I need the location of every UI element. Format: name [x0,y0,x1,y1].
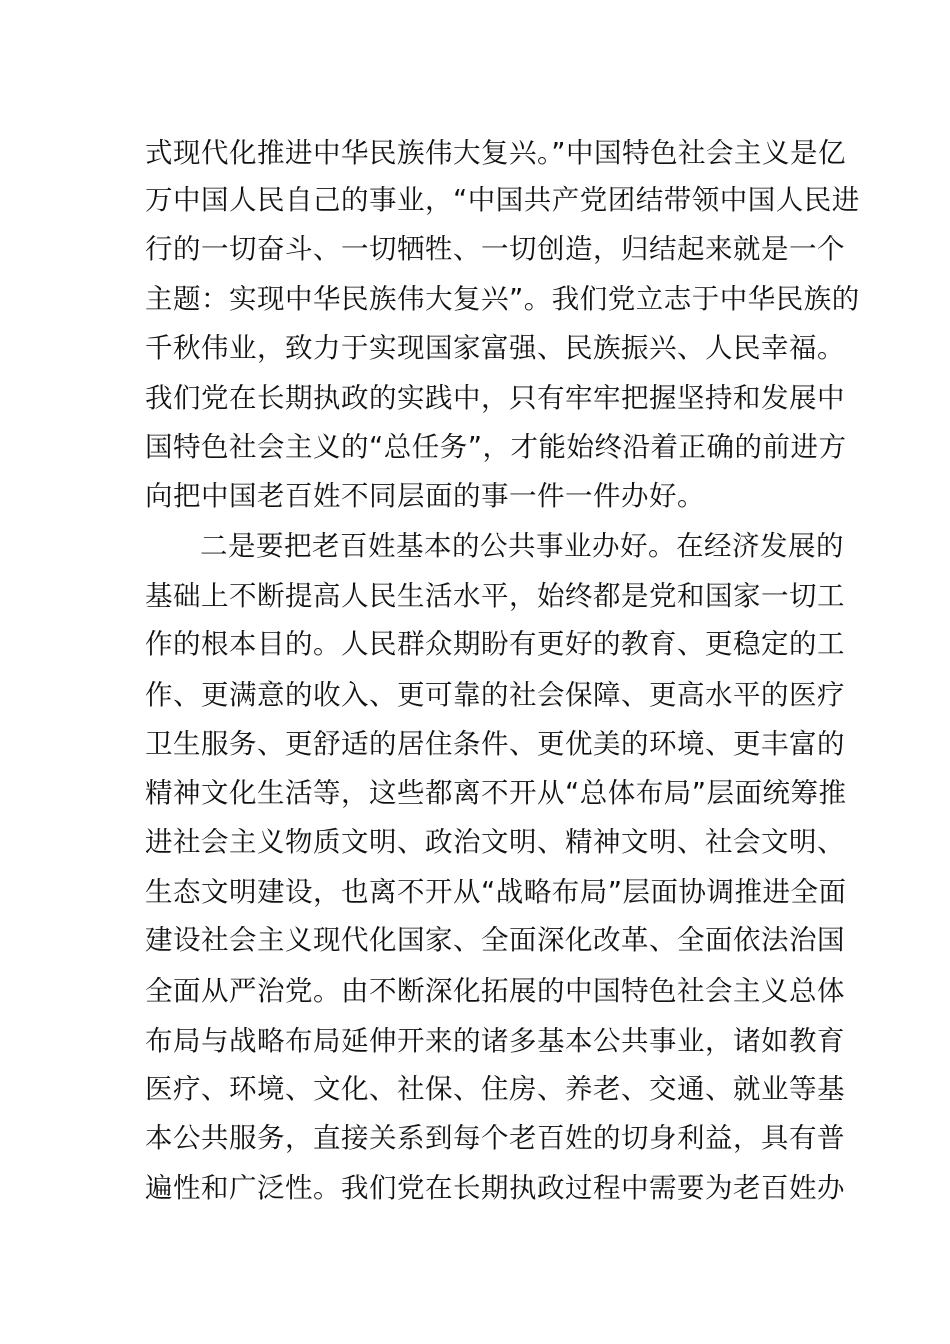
text-line: 精神文化生活等，这些都离不开从“总体布局”层面统筹推 [145,777,847,809]
text-line: 作、更满意的收入、更可靠的社会保障、更高水平的医疗 [145,679,845,711]
text-line: 生态文明建设，也离不开从“战略布局”层面协调推进全面 [145,876,847,908]
text-line: 主题：实现中华民族伟大复兴”。我们党立志于中华民族的 [145,283,860,315]
text-line: 向把中国老百姓不同层面的事一件一件办好。 [145,480,705,512]
text-line: 全面从严治党。由不断深化拓展的中国特色社会主义总体 [145,975,845,1007]
text-line: 我们党在长期执政的实践中，只有牢牢把握坚持和发展中 [145,382,845,414]
text-line: 基础上不断提高人民生活水平，始终都是党和国家一切工 [145,580,845,612]
text-line: 建设社会主义现代化国家、全面深化改革、全面依法治国 [145,924,845,956]
paragraph-start-line: 二是要把老百姓基本的公共事业办好。在经济发展的 [200,530,844,562]
text-line: 式现代化推进中华民族伟大复兴。”中国特色社会主义是亿 [145,137,846,169]
text-line: 作的根本目的。人民群众期盼有更好的教育、更稳定的工 [145,628,845,660]
text-line: 医疗、环境、文化、社保、住房、养老、交通、就业等基 [145,1073,845,1105]
text-line: 行的一切奋斗、一切牺牲、一切创造，归结起来就是一个 [145,233,845,265]
text-line: 千秋伟业，致力于实现国家富强、民族振兴、人民幸福。 [145,332,845,364]
text-line: 进社会主义物质文明、政治文明、精神文明、社会文明、 [145,826,845,858]
text-line: 万中国人民自己的事业，“中国共产党团结带领中国人民进 [145,184,860,216]
text-line: 卫生服务、更舒适的居住条件、更优美的环境、更丰富的 [145,728,845,760]
text-line: 国特色社会主义的“总任务”，才能始终沿着正确的前进方 [145,431,847,463]
text-line: 本公共服务，直接关系到每个老百姓的切身利益，具有普 [145,1122,845,1154]
text-line: 布局与战略布局延伸开来的诸多基本公共事业，诸如教育 [145,1025,845,1057]
text-line: 遍性和广泛性。我们党在长期执政过程中需要为老百姓办 [145,1172,845,1204]
